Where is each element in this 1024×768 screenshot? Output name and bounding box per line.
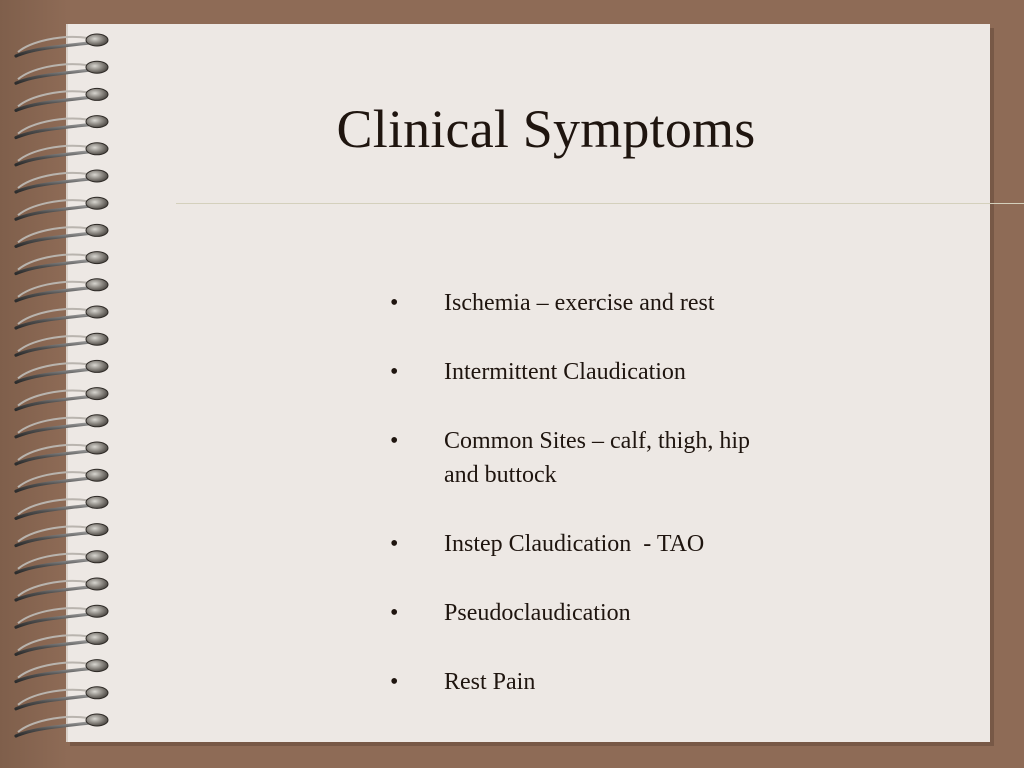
- spiral-ring-icon: [16, 632, 108, 654]
- spiral-ring-icon: [16, 714, 108, 736]
- spiral-ring-icon: [16, 143, 108, 165]
- spiral-ring-icon: [16, 605, 108, 627]
- bullet-icon: •: [390, 428, 399, 454]
- page-title: Clinical Symptoms: [336, 99, 756, 159]
- spiral-ring-icon: [16, 279, 108, 301]
- spiral-ring-icon: [16, 333, 108, 355]
- spiral-ring-icon: [16, 687, 108, 709]
- spiral-ring-icon: [16, 388, 108, 410]
- spiral-ring-icon: [16, 660, 108, 682]
- list-item: [384, 355, 844, 389]
- notebook-page: [66, 24, 990, 742]
- spiral-ring-icon: [16, 360, 108, 382]
- list-item: [384, 286, 844, 320]
- list-item: [384, 424, 844, 492]
- spiral-ring-icon: [16, 61, 108, 83]
- spiral-ring-icon: [16, 252, 108, 274]
- spiral-binding-icon: [0, 0, 130, 768]
- bullet-icon: •: [390, 531, 399, 557]
- bullet-text: Pseudoclaudication: [444, 600, 631, 626]
- list-item: [384, 596, 844, 630]
- spiral-ring-icon: [16, 415, 108, 437]
- spiral-ring-icon: [16, 496, 108, 518]
- bullet-text: Instep Claudication - TAO: [444, 531, 705, 557]
- bullet-text: Common Sites – calf, thigh, hip and buttock: [444, 428, 750, 488]
- spiral-ring-icon: [16, 34, 108, 56]
- spiral-ring-icon: [16, 551, 108, 573]
- spiral-ring-icon: [16, 116, 108, 138]
- bullet-icon: •: [390, 600, 399, 626]
- spiral-ring-icon: [16, 88, 108, 110]
- spiral-ring-icon: [16, 442, 108, 464]
- bullet-text: Rest Pain: [444, 669, 536, 695]
- bullet-icon: •: [390, 290, 399, 316]
- title-divider: [176, 203, 1024, 204]
- bullet-icon: •: [390, 669, 399, 695]
- bullet-list: [384, 286, 844, 734]
- bullet-text: Intermittent Claudication: [444, 359, 686, 385]
- bullet-icon: •: [390, 359, 399, 385]
- spiral-ring-icon: [16, 224, 108, 246]
- spiral-ring-icon: [16, 197, 108, 219]
- list-item: [384, 665, 844, 699]
- spiral-ring-icon: [16, 524, 108, 546]
- bullet-text: Ischemia – exercise and rest: [444, 290, 715, 316]
- spiral-ring-icon: [16, 170, 108, 192]
- spiral-ring-icon: [16, 578, 108, 600]
- spiral-ring-icon: [16, 306, 108, 328]
- list-item: [384, 527, 844, 561]
- spiral-ring-icon: [16, 469, 108, 491]
